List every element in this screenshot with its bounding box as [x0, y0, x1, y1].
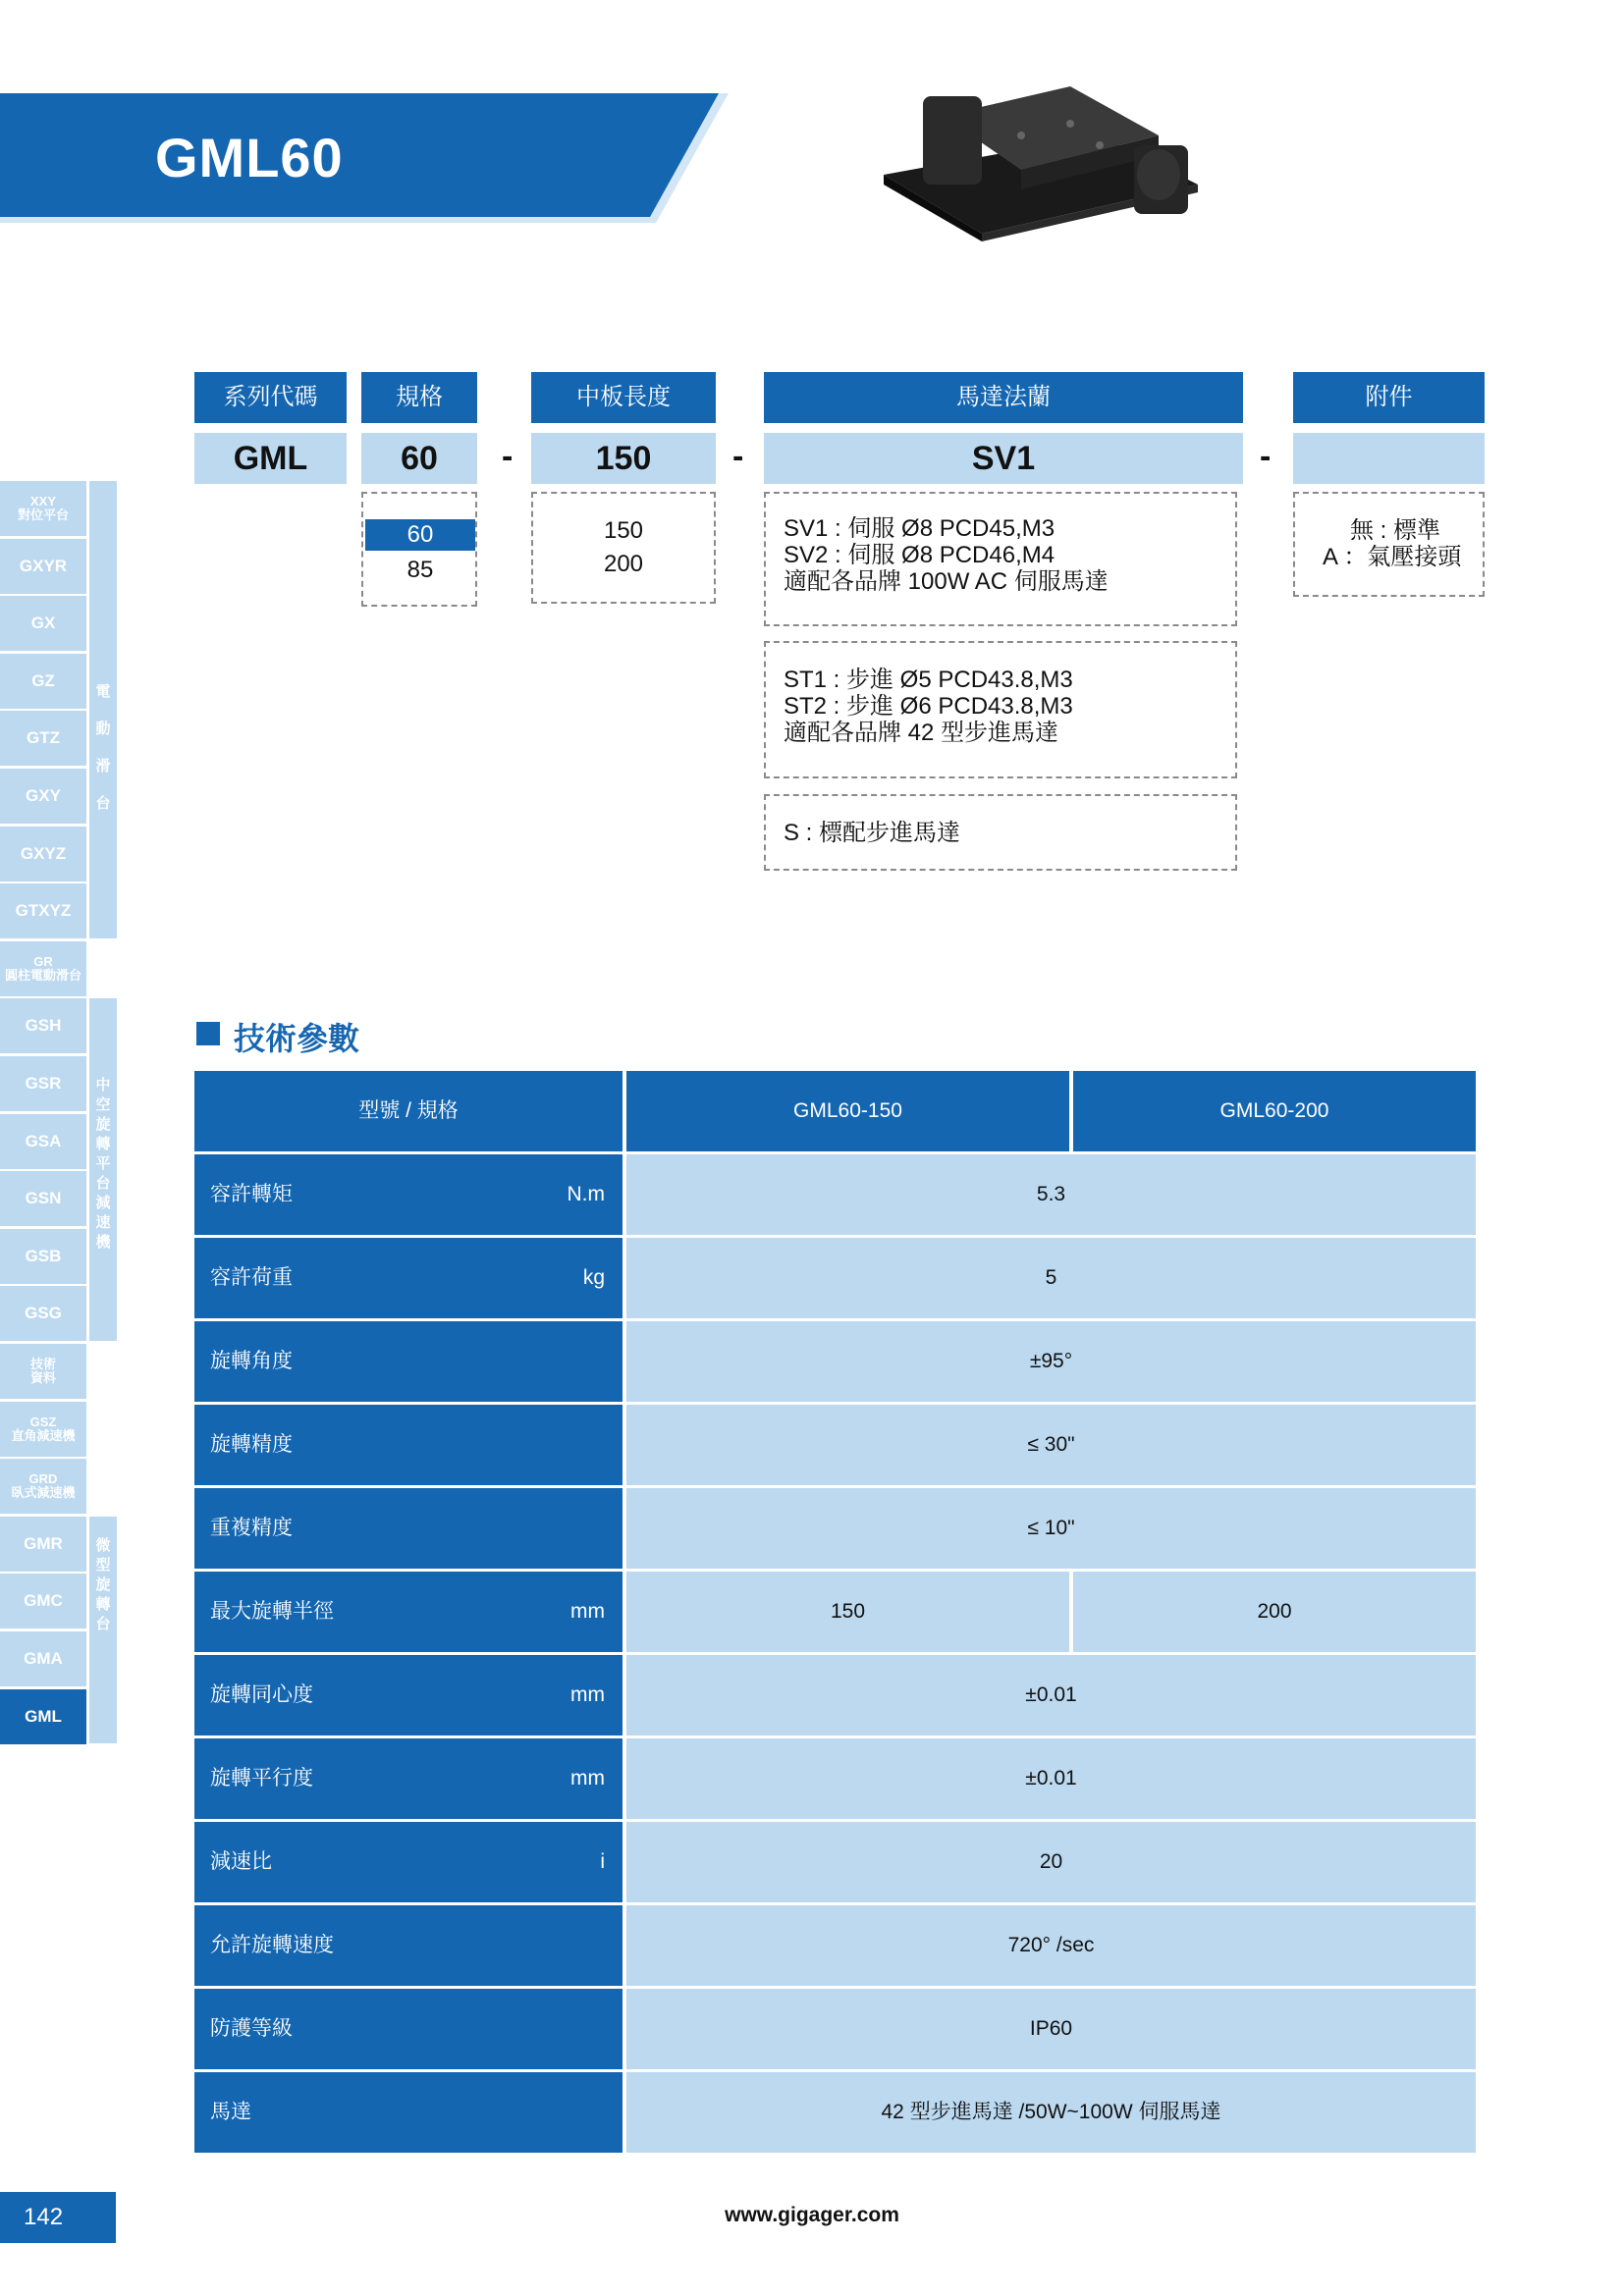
code-plate-length: 150 [531, 433, 716, 484]
spec-row-unit: i [600, 1850, 605, 1873]
length-options-box [531, 492, 716, 604]
sidenav-group-label: 中空旋轉平台減速機 [95, 1077, 111, 1251]
spec-option-60[interactable]: 60 [365, 519, 475, 551]
sidenav-item-text: GSB [25, 1247, 62, 1265]
spec-row-name: 旋轉平行度 [210, 1767, 313, 1789]
table-row [194, 1572, 1476, 1652]
table-row [194, 1488, 1476, 1569]
accessory-options-box [1293, 492, 1485, 597]
table-row [194, 1989, 1476, 2069]
dash-separator: - [1260, 438, 1272, 475]
section-square-icon [196, 1022, 220, 1045]
sidenav-item-text: 直角減速機 [11, 1428, 76, 1443]
spec-row-unit: mm [570, 1683, 605, 1706]
sidenav-item-14[interactable] [0, 1286, 86, 1341]
stepper-option-st2[interactable]: ST2 : 步進 Ø6 PCD43.8,M3 [784, 693, 1073, 720]
table-row [194, 2072, 1476, 2153]
page-title: GML60 [155, 127, 344, 188]
stepper-compat-note: 適配各品牌 42 型步進馬達 [784, 720, 1059, 746]
servo-options-box [764, 492, 1237, 626]
stepper-options-box [764, 641, 1237, 778]
spec-header-label-cell [194, 1071, 623, 1151]
spec-row-label [194, 1154, 623, 1235]
spec-row-unit: mm [570, 1767, 605, 1789]
spec-row-name: 旋轉角度 [210, 1350, 293, 1372]
sidenav-item-text: GZ [31, 671, 55, 690]
sidenav-item-text: GXYR [19, 557, 68, 575]
sidenav-item-4[interactable] [0, 711, 86, 766]
spec-row-label [194, 1405, 623, 1485]
sidenav-item-text: 圓柱電動滑台 [4, 968, 81, 983]
spec-row-value: 5.3 [626, 1154, 1476, 1235]
spec-header-col2: GML60-200 [1073, 1071, 1476, 1151]
sidenav-item-text: GSZ [29, 1415, 57, 1429]
accessory-option-a[interactable]: A ：氣壓接頭 [1323, 544, 1462, 570]
spec-row-value: ±95° [626, 1321, 1476, 1402]
sidenav-item-text: GXY [26, 786, 61, 805]
page-number: 142 [0, 2192, 116, 2243]
sidenav-item-15[interactable] [0, 1344, 86, 1399]
sidenav-item-5[interactable] [0, 769, 86, 824]
servo-compat-note: 適配各品牌 100W AC 伺服馬達 [784, 568, 1109, 595]
table-row [194, 1655, 1476, 1735]
header-plate-length: 中板長度 [531, 372, 716, 423]
sidenav-item-text: GSR [25, 1074, 62, 1093]
spec-option-85[interactable]: 85 [406, 557, 434, 583]
table-row [194, 1905, 1476, 1986]
spec-row-value: 720° /sec [626, 1905, 1476, 1986]
sidenav-item-text: XXY [29, 494, 56, 508]
sidenav-item-text: GTZ [27, 728, 60, 747]
spec-row-unit: mm [570, 1600, 605, 1623]
spec-header-label: 型號 / 規格 [358, 1099, 459, 1122]
code-series: GML [194, 433, 347, 484]
servo-option-sv2[interactable]: SV2 : 伺服 Ø8 PCD46,M4 [784, 542, 1056, 568]
sidenav-item-17[interactable] [0, 1459, 86, 1514]
spec-options-box [361, 492, 477, 607]
spec-row-value-col1: 150 [626, 1572, 1069, 1652]
sidenav-item-text: GTXYZ [15, 901, 72, 920]
spec-row-label [194, 1238, 623, 1318]
sidenav-item-text: GML [25, 1707, 62, 1726]
header-banner [0, 93, 746, 231]
sidenav-item-text: 資料 [29, 1370, 56, 1385]
header-motor-flange: 馬達法蘭 [764, 372, 1243, 423]
table-row [194, 1822, 1476, 1902]
sidenav-item-text: GR [33, 954, 53, 969]
sidenav-item-text: GRD [28, 1471, 58, 1486]
sidenav-item-10[interactable] [0, 1056, 86, 1111]
sidenav-item-text: GMC [24, 1591, 63, 1610]
table-row [194, 1321, 1476, 1402]
spec-row-name: 防護等級 [210, 2017, 293, 2040]
product-image [874, 77, 1208, 243]
sidenav-item-text: GSG [25, 1304, 62, 1322]
sidenav-item-text: 對位平台 [17, 507, 69, 522]
sidenav-item-20[interactable] [0, 1631, 86, 1686]
spec-row-name: 減速比 [210, 1850, 272, 1873]
accessory-option-none[interactable]: 無 : 標準 [1350, 517, 1441, 544]
sidenav-item-6[interactable] [0, 827, 86, 881]
sidenav-group-label: 電動滑台 [95, 683, 111, 812]
stepper-option-st1[interactable]: ST1 : 步進 Ø5 PCD43.8,M3 [784, 667, 1073, 693]
spec-row-name: 最大旋轉半徑 [210, 1600, 334, 1623]
header-accessory: 附件 [1293, 372, 1485, 423]
spec-header-col1: GML60-150 [626, 1071, 1069, 1151]
sidenav-item-text: GMR [24, 1534, 63, 1553]
spec-row-label [194, 1738, 623, 1819]
sidenav-item-text: GX [30, 614, 56, 632]
spec-row-label [194, 2072, 623, 2153]
sidenav-item-2[interactable] [0, 596, 86, 651]
spec-row-label [194, 1655, 623, 1735]
sidenav-item-7[interactable] [0, 883, 86, 938]
spec-row-label [194, 1488, 623, 1569]
table-row [194, 1154, 1476, 1235]
sidenav-item-0[interactable] [0, 481, 86, 536]
spec-row-name: 馬達 [210, 2101, 251, 2123]
sidenav-item-1[interactable] [0, 539, 86, 594]
sidenav-group-label: 微型旋轉台 [95, 1537, 111, 1632]
sidenav-item-18[interactable] [0, 1517, 86, 1572]
length-option-150[interactable]: 150 [603, 517, 644, 544]
sidenav-item-13[interactable] [0, 1229, 86, 1284]
spec-row-value: ≤ 30" [626, 1405, 1476, 1485]
spec-row-name: 容許轉矩 [210, 1183, 293, 1205]
sidenav-item-8[interactable] [0, 941, 86, 996]
spec-row-value: 42 型步進馬達 /50W~100W 伺服馬達 [626, 2072, 1476, 2153]
code-motor-flange: SV1 [764, 433, 1243, 484]
sidenav-item-16[interactable] [0, 1402, 86, 1457]
spec-row-name: 旋轉精度 [210, 1433, 293, 1456]
spec-row-unit: kg [582, 1266, 605, 1289]
sidenav-item-text: GXYZ [20, 844, 67, 863]
length-option-200[interactable]: 200 [603, 551, 644, 577]
servo-option-sv1[interactable]: SV1 : 伺服 Ø8 PCD45,M3 [784, 515, 1056, 542]
sidenav-item-text: GMA [24, 1649, 63, 1668]
sidenav-item-3[interactable] [0, 654, 86, 709]
spec-row-name: 允許旋轉速度 [210, 1934, 334, 1956]
sidenav-item-text: GSH [25, 1016, 62, 1035]
sidenav-item-text: 臥式減速機 [11, 1485, 76, 1500]
spec-row-value: ±0.01 [626, 1738, 1476, 1819]
spec-row-label [194, 1572, 623, 1652]
spec-row-name: 旋轉同心度 [210, 1683, 313, 1706]
dash-separator: - [732, 438, 744, 475]
sidenav-item-9[interactable] [0, 998, 86, 1053]
sidenav-item-19[interactable] [0, 1574, 86, 1629]
sidenav-item-text: GSN [25, 1189, 62, 1207]
spec-row-value: IP60 [626, 1989, 1476, 2069]
spec-table-header [194, 1071, 1476, 1151]
dash-separator: - [502, 438, 514, 475]
sidenav-item-11[interactable] [0, 1114, 86, 1169]
header-series-code: 系列代碼 [194, 372, 347, 423]
sidenav-item-12[interactable] [0, 1171, 86, 1226]
spec-row-value-col2: 200 [1073, 1572, 1476, 1652]
spec-row-label [194, 1905, 623, 1986]
section-title: 技術參數 [234, 1021, 360, 1056]
website-link[interactable]: www.gigager.com [725, 2204, 899, 2226]
table-row [194, 1405, 1476, 1485]
spec-row-value: ≤ 10" [626, 1488, 1476, 1569]
spec-row-label [194, 1321, 623, 1402]
sidenav-item-text: GSA [25, 1132, 62, 1150]
spec-row-value: 5 [626, 1238, 1476, 1318]
spec-row-name: 容許荷重 [210, 1266, 293, 1289]
table-row [194, 1738, 1476, 1819]
standard-stepper-box [764, 794, 1237, 871]
sidenav-item-21[interactable] [0, 1689, 86, 1744]
spec-row-name: 重複精度 [210, 1517, 293, 1539]
spec-row-value: ±0.01 [626, 1655, 1476, 1735]
spec-row-value: 20 [626, 1822, 1476, 1902]
header-spec: 規格 [361, 372, 477, 423]
standard-stepper-option[interactable]: S : 標配步進馬達 [784, 820, 961, 846]
spec-row-label [194, 1822, 623, 1902]
spec-row-unit: N.m [567, 1183, 605, 1205]
spec-row-label [194, 1989, 623, 2069]
code-accessory [1293, 433, 1485, 484]
table-row [194, 1238, 1476, 1318]
code-spec: 60 [361, 433, 477, 484]
sidenav-item-text: 技術 [29, 1357, 56, 1371]
